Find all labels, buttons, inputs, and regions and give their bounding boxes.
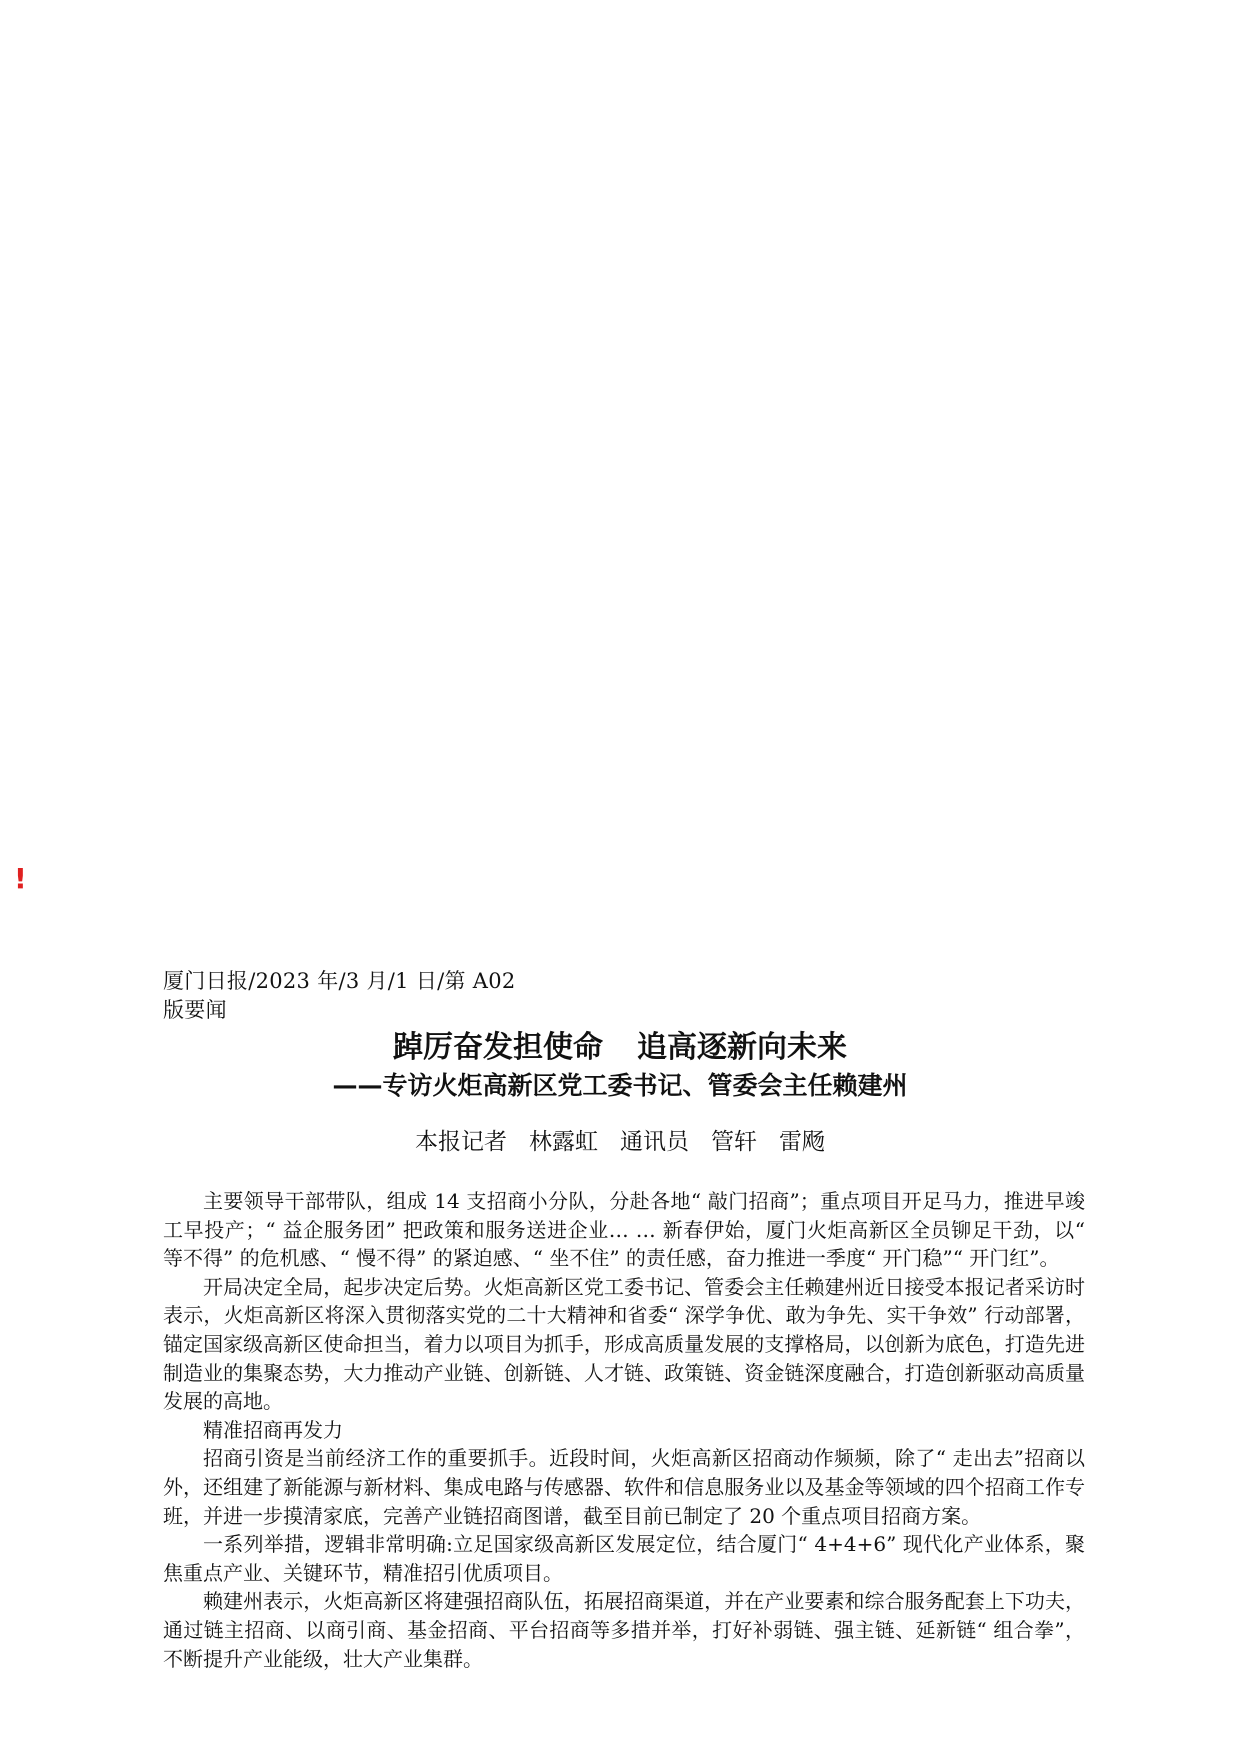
byline [0,1126,1240,1158]
title-part-2: 追高逐新向未来 [637,1030,847,1065]
article-title [0,1028,1240,1068]
warning-mark: ! [14,862,27,895]
article-body [163,1187,1085,1673]
paragraph: 开局决定全局，起步决定后势。火炬高新区党工委书记、管委会主任赖建州近日接受本报记者采访时表示，火炬高新区将深入贯彻落实党的二十大精神和省委“ 深学争优、敢为争先、实干争效” 行动部署，锚定国家级高新区使命担当，着力以项目为抓手，形成高质量发展的支撑格局，以创新为底色，打造先进制造业的集聚态势，大力推动产业链、创新链、人才链、政策链、资金链深度融合，打造创新驱动高质量发展的高地。 [163,1274,1085,1414]
article-subtitle: ——专访火炬高新区党工委书记、管委会主任赖建州 [332,1071,908,1100]
byline-role-correspondent: 通讯员 [620,1129,689,1155]
paragraph: 主要领导干部带队，组成 14 支招商小分队，分赴各地“ 敲门招商”；重点项目开足马力，推进早竣工早投产；“ 益企服务团” 把政策和服务送进企业… … 新春伊始，厦门火炬高新区全员铆足干劲，以“ 等不得” 的危机感、“ 慢不得” 的紧迫感、“ 坐不住” 的责任感，奋力推进一季度“ 开门稳”“ 开门红”。 [163,1189,1085,1271]
title-part-1: 踔厉奋发担使命 [393,1030,603,1065]
byline-name-reporter: 林露虹 [529,1129,598,1155]
byline-role-reporter: 本报记者 [415,1129,507,1155]
paragraph: 一系列举措，逻辑非常明确:立足国家级高新区发展定位，结合厦门“ 4+4+6” 现代化产业体系，聚焦重点产业、关键环节，精准招引优质项目。 [163,1532,1085,1585]
paragraph: 招商引资是当前经济工作的重要抓手。近段时间，火炬高新区招商动作频频，除了“ 走出去”招商以外，还组建了新能源与新材料、集成电路与传感器、软件和信息服务业以及基金等领域的四个招商工作专班，并进一步摸清家底，完善产业链招商图谱，截至目前已制定了 20 个重点项目招商方案。 [163,1446,1085,1528]
paragraph: 赖建州表示，火炬高新区将建强招商队伍，拓展招商渠道，并在产业要素和综合服务配套上下功夫，通过链主招商、以商引商、基金招商、平台招商等多措并举，打好补弱链、强主链、延新链“ 组合拳”，不断提升产业能级，壮大产业集群。 [163,1589,1085,1671]
byline-name-correspondent-1: 管轩 [711,1129,757,1155]
section-line: 版要闻 [163,998,227,1022]
source-header [163,967,516,1025]
byline-name-correspondent-2: 雷飏 [779,1129,825,1155]
source-line: 厦门日报/2023 年/3 月/1 日/第 A02 [163,969,516,993]
section-heading: 精准招商再发力 [203,1417,343,1442]
